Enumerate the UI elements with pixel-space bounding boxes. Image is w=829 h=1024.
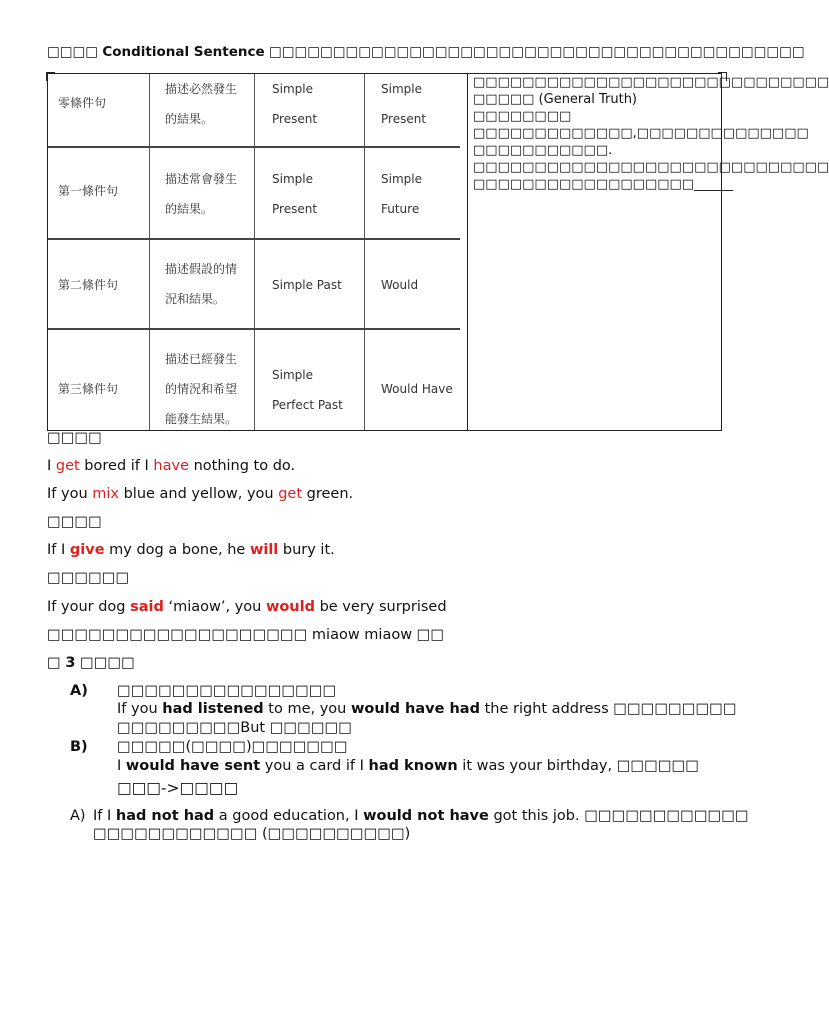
text: If you bbox=[47, 486, 93, 502]
text: If you bbox=[117, 701, 163, 717]
list-item-text: □□□□□□□□□□□□□□□□ bbox=[117, 683, 337, 699]
text: my dog a bone, he bbox=[104, 542, 250, 558]
list-item-text: □□□□□(□□□□)□□□□□□□ bbox=[117, 739, 348, 755]
conditional-table bbox=[47, 73, 829, 431]
text: had known bbox=[368, 758, 458, 774]
list-label: B) bbox=[70, 739, 88, 755]
highlight-verb: would bbox=[265, 599, 315, 615]
text: bored if I bbox=[79, 458, 154, 474]
list-label: A) bbox=[70, 808, 86, 824]
row-if-1: Simple Past bbox=[272, 278, 342, 292]
text: would have had bbox=[350, 701, 480, 717]
highlight-verb: get bbox=[278, 486, 303, 502]
text: If your dog bbox=[47, 599, 131, 615]
text: the right address □□□□□□□□□ bbox=[479, 701, 737, 717]
row-main-2: Future bbox=[381, 202, 420, 216]
highlight-verb: get bbox=[55, 458, 80, 474]
note-line: □□□□□□□□□□□□□□□□□□______ bbox=[473, 177, 734, 192]
text: I bbox=[117, 758, 126, 774]
text: If I bbox=[93, 808, 116, 824]
table-row bbox=[48, 74, 460, 148]
row-main-2: Present bbox=[381, 112, 427, 126]
title-bold: Conditional Sentence bbox=[102, 44, 265, 60]
list-item-text: □□□□□□□□□□□□ (□□□□□□□□□□) bbox=[93, 826, 411, 842]
highlight-verb: mix bbox=[92, 486, 119, 502]
row-desc-3: 能發生結果。 bbox=[165, 412, 238, 426]
row-main-1: Simple bbox=[381, 82, 422, 96]
note-line: □□□□□ (General Truth) □□□□□□□□ bbox=[473, 92, 638, 124]
row-name: 第二條件句 bbox=[58, 278, 119, 292]
text: □□□□ bbox=[75, 655, 135, 671]
text: would have sent bbox=[125, 758, 261, 774]
text: to me, you bbox=[263, 701, 351, 717]
row-desc-2: 況和結果。 bbox=[165, 292, 226, 306]
section-heading-third bbox=[47, 655, 135, 671]
text: you a card if I bbox=[260, 758, 369, 774]
note-line: □□□□□□□□□□□. bbox=[473, 143, 613, 158]
row-main-1: Would Have bbox=[381, 382, 453, 396]
title-prefix: □□□□ bbox=[47, 44, 103, 60]
text: a good education, I bbox=[214, 808, 364, 824]
text: bury it. bbox=[278, 542, 335, 558]
highlight-verb: will bbox=[249, 542, 279, 558]
list-item-text: □□□□□□□□□But □□□□□□ bbox=[117, 720, 352, 736]
text: blue and yellow, you bbox=[118, 486, 279, 502]
row-if-1: Simple bbox=[272, 82, 313, 96]
row-desc-2: 的情況和希望 bbox=[165, 382, 238, 396]
row-desc-1: 描述常會發生 bbox=[165, 172, 238, 186]
example-sentence bbox=[47, 486, 353, 502]
text: be very surprised bbox=[314, 599, 447, 615]
row-desc-2: 的結果。 bbox=[165, 202, 214, 216]
row-name: 第一條件句 bbox=[58, 184, 119, 198]
row-if-1: Simple bbox=[272, 172, 313, 186]
text: it was your birthday, □□□□□□ bbox=[457, 758, 699, 774]
example-sentence bbox=[47, 542, 335, 558]
row-desc-1: 描述必然發生 bbox=[165, 82, 238, 96]
text: green. bbox=[302, 486, 354, 502]
list-item-text bbox=[93, 808, 749, 824]
text: ‘miaow’, you bbox=[163, 599, 266, 615]
row-desc-1: 描述假設的情 bbox=[165, 262, 238, 276]
text: miaow miaow bbox=[311, 627, 413, 643]
text: had listened bbox=[162, 701, 264, 717]
text: nothing to do. bbox=[188, 458, 296, 474]
note-line: □□□□□□□□□□□□□,□□□□□□□□□□□□□□ bbox=[473, 126, 809, 141]
table-note bbox=[473, 74, 829, 193]
row-main-1: Would bbox=[381, 278, 419, 292]
list-label: A) bbox=[70, 683, 88, 699]
row-if-2: Present bbox=[272, 202, 318, 216]
example-note bbox=[47, 627, 444, 643]
text: If I bbox=[47, 542, 70, 558]
list-item-text bbox=[117, 758, 699, 774]
row-main-1: Simple bbox=[381, 172, 422, 186]
note-line: □□□□□□□□□□□□□□□□□□□□□□□□□□□□□ bbox=[473, 160, 829, 175]
row-name: 第三條件句 bbox=[58, 382, 119, 396]
section-heading-first: □□□□ bbox=[47, 514, 102, 530]
text: □□□□□□□□□□□□□□□□□□□ bbox=[47, 627, 312, 643]
list-item-text bbox=[117, 701, 737, 717]
highlight-verb: give bbox=[69, 542, 105, 558]
text: 3 bbox=[65, 655, 76, 671]
title-suffix: □□□□□□□□□□□□□□□□□□□□□□□□□□□□□□□□□□□□□□□□□□ bbox=[264, 44, 805, 60]
section-heading-zero: □□□□ bbox=[47, 430, 102, 446]
table-grid bbox=[48, 74, 468, 430]
table-row bbox=[48, 240, 460, 330]
page-title bbox=[47, 44, 805, 60]
row-desc-1: 描述已經發生 bbox=[165, 352, 238, 366]
note-line: □□□□□□□□□□□□□□□□□□□□□□□□□□□□□ bbox=[473, 75, 829, 90]
section-heading-second: □□□□□□ bbox=[47, 570, 130, 586]
text: had not had bbox=[115, 808, 215, 824]
text: got this job. □□□□□□□□□□□□ bbox=[488, 808, 749, 824]
row-name: 零條件句 bbox=[58, 96, 107, 110]
row-if-1: Simple bbox=[272, 368, 313, 382]
example-sentence bbox=[47, 458, 295, 474]
example-sentence bbox=[47, 599, 447, 615]
text: would not have bbox=[363, 808, 489, 824]
text: □ bbox=[47, 655, 66, 671]
text: □□ bbox=[412, 627, 445, 643]
list-item-text: □□□->□□□□ bbox=[117, 779, 239, 797]
row-if-2: Perfect Past bbox=[272, 398, 343, 412]
highlight-verb: said bbox=[130, 599, 164, 615]
table-row bbox=[48, 148, 460, 240]
text: I bbox=[47, 458, 56, 474]
row-if-2: Present bbox=[272, 112, 318, 126]
row-desc-2: 的結果。 bbox=[165, 112, 214, 126]
highlight-verb: have bbox=[153, 458, 189, 474]
table-row bbox=[48, 330, 460, 430]
